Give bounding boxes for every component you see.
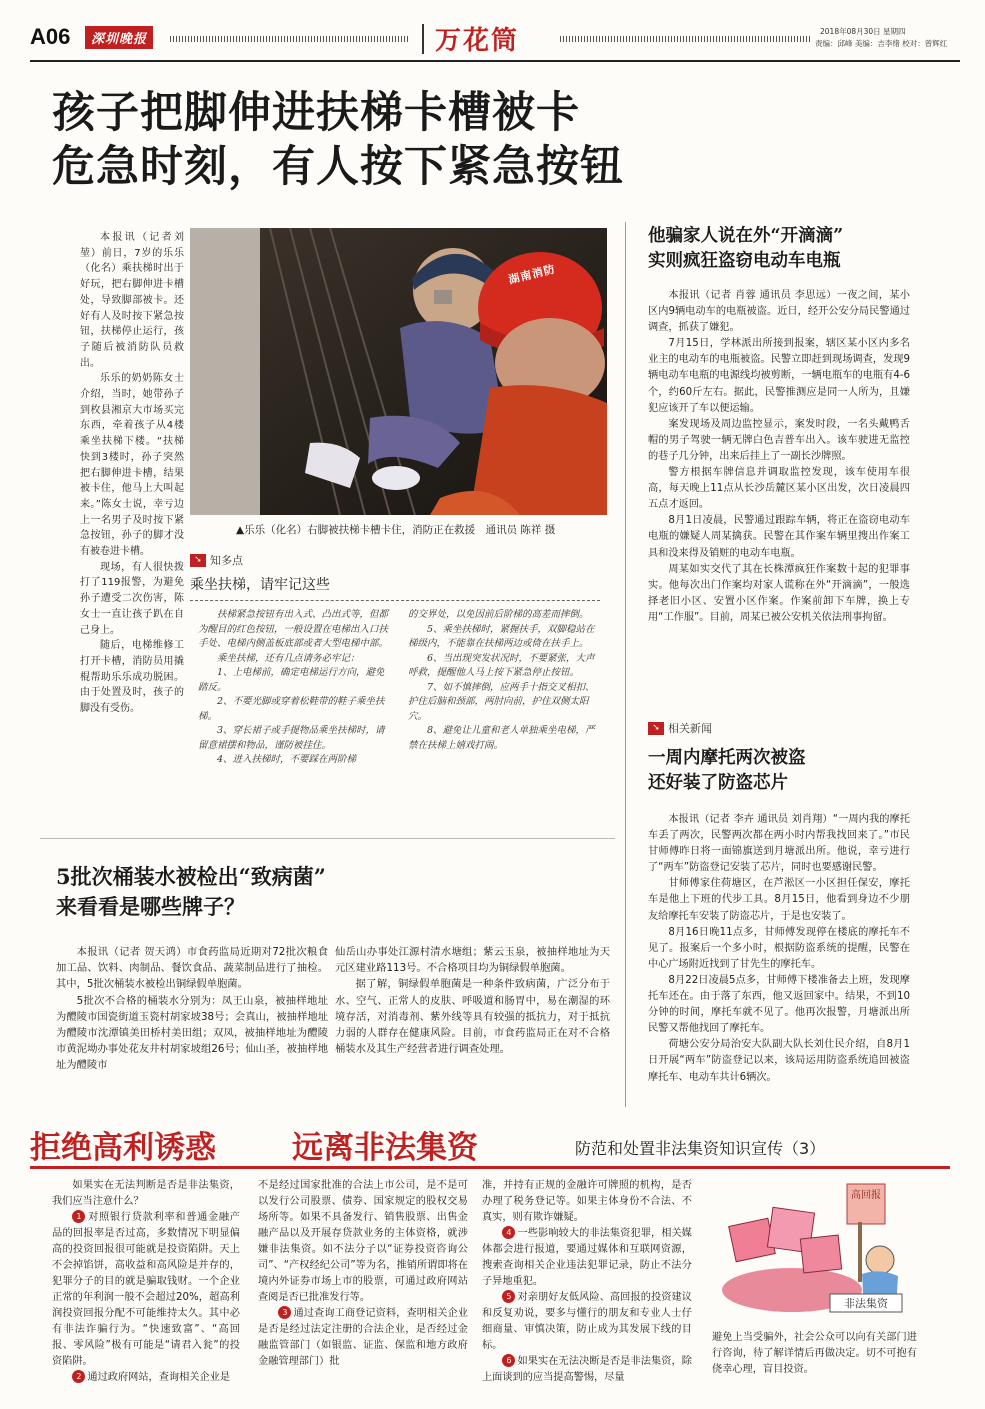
tip-separator	[190, 600, 600, 601]
theft-body	[648, 288, 910, 626]
point-number-badge: 6	[502, 1354, 515, 1367]
water-story-top-rule	[40, 838, 615, 839]
theft-headline-line1: 他骗家人说在外“开滴滴”	[648, 226, 844, 246]
finance-banner-slogan2: 远离非法集资	[292, 1130, 478, 1166]
finance-point: 避免上当受骗外，社会公众可以向有关部门进行咨询，待了解详情后再做决定。切不可抱有侥幸心理，盲目投资。	[712, 1332, 917, 1375]
moto-paragraph: 本报讯（记者 李卉 通讯员 刘肖翔）“一周内我的摩托车丢了两次，民警两次都在两小时内帮我找回来了。”市民甘师傅昨日将一面锦旗送到月塘派出所。他说，幸亏进行了“两车”防盗登记安装了芯片，同时也要感谢民警。	[648, 814, 910, 874]
finance-col4	[712, 1330, 917, 1378]
point-number-badge: 4	[502, 1226, 515, 1239]
main-story-paragraph: 现场，有人很快拨打了119报警，为避免孙子遭受二次伤害，陈女士一直让孩子趴在自己身上。	[80, 561, 184, 636]
finance-point: 6 如果实在无法决断是否是非法集资，除上面谈到的应当提高警惕，尽量	[482, 1356, 692, 1383]
tip-item: 4、进入扶梯时，不要踩在两阶梯	[217, 754, 357, 765]
moto-paragraph: 荷塘公安分局治安大队副大队长刘仕民介绍，自8月1日开展“两车”防盗登记以来，该局运用防盗系统追回被盗摩托车、电动车共计6辆次。	[648, 1039, 910, 1083]
tip-item: 3、穿长裙子或手提物品乘坐扶梯时，请留意裙摆和物品，谨防被挂住。	[198, 725, 385, 751]
header-divider	[422, 24, 424, 54]
theft-paragraph: 本报讯（记者 肖蓉 通讯员 李思远）一夜之间，某小区内9辆电动车的电瓶被盗。近日，经开公安分局民警通过调查，抓获了嫌犯。	[648, 290, 910, 334]
column-divider	[625, 222, 626, 1107]
related-news-tag	[648, 720, 712, 736]
finance-cartoon	[712, 1182, 917, 1322]
finance-point: 不是经过国家批准的合法上市公司，是不是可以发行公司股票、债券、国家规定的股权交易场所等。如果不具备发行、销售股票、出售金融产品以及开展存贷款业务的主体资格，就涉嫌非法集资。如不法分子以“证券投资咨询公司”、“产权经纪公司”等为名，推销所谓即将在境内外证券市场上市的股票，可通过政府网站查阅是否已批准发行等。	[258, 1180, 468, 1303]
tip-tag-label: 知多点	[210, 554, 243, 567]
finance-point: 3 通过查询工商登记资料，查明相关企业是否是经过法定注册的合法企业，是否经过金融监管部门（如银监、证监、保监和地方政府金融管理部门）批	[258, 1308, 468, 1367]
main-story-body	[80, 230, 184, 717]
theft-paragraph: 8月1日凌晨，民警通过跟踪车辆，将正在盗窃电动车电瓶的嫌疑人周某擒获。民警在其作案车辆里搜出作案工具和没来得及销赃的电动车电瓶。	[648, 515, 910, 559]
finance-banner	[30, 1120, 950, 1170]
tip-item: 乘坐扶梯，还有几点请务必牢记：	[217, 652, 360, 664]
finance-banner-subtitle: 防范和处置非法集资知识宣传（3）	[575, 1139, 826, 1158]
water-headline-line1: 5批次桶装水被检出“致病菌”	[56, 864, 326, 889]
finance-point: 4 一些影响较大的非法集资犯罪，相关媒体都会进行报道，要通过媒体和互联网资源，搜索查询相关企业违法犯罪记录，防止不法分子异地重犯。	[482, 1228, 692, 1287]
water-paragraph: 5批次不合格的桶装水分别为：凤王山泉，被抽样地址为醴陵市国瓷街道玉瓷村胡家坡38号；会真山，被抽样地址为醴陵市沈潭镇美田桥村美田组；双凤，被抽样地址为醴陵市黄泥坳办事处花友井村胡家坡组26号；仙山圣，被抽样地址为醴陵市	[56, 994, 328, 1072]
header-hatch-right	[560, 36, 810, 42]
finance-banner-slogan1: 拒绝高利诱惑	[30, 1130, 216, 1166]
water-col2	[335, 944, 610, 1057]
editor-credits: 责编：邱峰 美编：吉李绪 校对：曾辉红	[815, 39, 948, 48]
section-title: 万花筒	[435, 26, 520, 56]
finance-point: 准，并持有正规的金融许可牌照的机构，是否办理了税务登记等。如果主体身份不合法、不真实，则有欺诈嫌疑。	[482, 1180, 692, 1223]
main-story-paragraph: 随后，电梯维修工打开卡槽，消防员用撬棍帮助乐乐成功脱困。由于处置及时，孩子的脚没有受伤。	[80, 640, 184, 715]
photo-caption: ▲乐乐（化名）右脚被扶梯卡槽卡住，消防正在救援 通讯员 陈祥 摄	[236, 524, 556, 536]
page-number: A06	[30, 24, 71, 49]
tip-col1	[198, 608, 388, 768]
tip-item: 扶梯紧急按钮有出入式、凸出式等，但都为醒目的红色按钮，一般设置在电梯出入口扶手处、电梯内侧盖板底部或者大型电梯中部。	[198, 609, 389, 649]
point-number-badge: 5	[502, 1290, 515, 1303]
issue-date: 2018年08月30日 星期四	[820, 27, 906, 36]
tip-item: 2、不要光脚或穿着松鞋带的鞋子乘坐扶梯。	[198, 696, 385, 722]
related-news-label: 相关新闻	[668, 722, 712, 735]
cartoon-flag-text: 高回报	[851, 1190, 881, 1201]
finance-question: 如果实在无法判断是否是非法集资，我们应当注意什么？	[52, 1180, 240, 1207]
point-number-badge: 2	[72, 1370, 85, 1383]
tip-tag	[190, 552, 610, 568]
moto-paragraph: 甘师傅家住荷塘区，在芦淞区一小区担任保安，摩托车是他上下班的代步工具。8月15日，他看到身边不少朋友给摩托车安装了防盗芯片，于是也安装了。	[648, 878, 910, 922]
page-header	[30, 20, 960, 60]
main-headline-line1: 孩子把脚伸进扶梯卡槽被卡	[52, 88, 580, 138]
masthead: 深圳晚报	[85, 26, 153, 49]
water-headline	[56, 862, 596, 922]
moto-paragraph: 8月22日凌晨5点多，甘师傅下楼准备去上班，发现摩托车还在。由于落了东西，他又返回家中。结果，不到10分钟的时间，摩托车就不见了。他再次报警，月塘派出所民警又帮他找回了摩托车。	[648, 974, 910, 1035]
water-col1	[56, 944, 328, 1074]
rescue-photo	[190, 228, 607, 515]
tip-item: 5、乘坐扶梯时，紧握扶手，双脚稳站在梯级内，不能靠在扶梯两边或倚在扶手上。	[408, 623, 595, 649]
finance-col1	[52, 1178, 240, 1386]
arrow-tag-icon: ➘	[190, 554, 206, 567]
theft-headline	[648, 224, 938, 274]
tip-col2	[408, 608, 598, 753]
point-number-badge: 3	[278, 1306, 291, 1319]
water-paragraph: 仙岳山办事处江源村清水塘组；紫云玉泉，被抽样地址为天元区建业路113号。不合格项目均为铜绿假单胞菌。	[335, 946, 610, 975]
helmet-label: 湖南消防	[507, 262, 557, 287]
finance-point: 5 对亲朋好友低风险、高回报的投资建议和反复劝说，要多与懂行的朋友和专业人士仔细商量、审慎决策，防止成为其发展下线的目标。	[482, 1292, 692, 1351]
theft-headline-line2: 实则疯狂盗窃电动车电瓶	[648, 251, 841, 271]
finance-col3	[482, 1178, 692, 1386]
theft-paragraph: 7月15日，学林派出所接到报案，辖区某小区内多名业主的电动车的电瓶被盗。民警立即赶到现场调查，发现9辆电动车电瓶的电源线均被剪断，一辆电瓶车的电瓶有4-6个，约60斤左右。据此，民警推测应是同一人所为，且嫌犯应该开了车以便运输。	[648, 338, 910, 414]
main-headline	[52, 86, 672, 194]
finance-point: 1 对照银行贷款利率和普通金融产品的回报率是否过高，多数情况下明显偏高的投资回报很可能就是投资陷阱。天上不会掉馅饼，高收益和高风险是并存的，犯罪分子的目的就是骗取钱财。一个企业正常的年利润一般不会超过20%，超高利润投资回报分配不可能维持太久。其中必有非法诈骗行为。“快速致富”、“高回报、零风险”极有可能是“请君入瓮”的投资陷阱。	[52, 1212, 240, 1367]
moto-headline-line1: 一周内摩托两次被盗	[648, 748, 806, 768]
cartoon-sign-text: 非法集资	[844, 1297, 888, 1310]
tip-item: 1、上电梯前，确定电梯运行方向，避免踏反。	[198, 667, 385, 693]
water-headline-line2: 来看看是哪些牌子？	[56, 894, 245, 919]
moto-body	[648, 812, 910, 1086]
point-number-badge: 1	[72, 1210, 85, 1223]
theft-paragraph: 周某如实交代了其在长株潭疯狂作案数十起的犯罪事实。他每次出门作案均对家人谎称在外“开滴滴”，一般选择老旧小区、安置小区作案。作案前卸下车牌，换上专用“工作服”。目前，周某已被公安机关依法刑事拘留。	[648, 563, 910, 623]
theft-paragraph: 案发现场及周边监控显示，案发时段，一名头戴鸭舌帽的男子驾驶一辆无牌白色吉普车出入。该车驶进无监控的巷子几分钟，出来后挂上了一副长沙牌照。	[648, 418, 910, 462]
moto-headline	[648, 746, 938, 796]
tip-box	[190, 552, 610, 804]
header-rule	[30, 60, 960, 62]
tip-item: 8、避免让儿童和老人单独乘坐电梯，严禁在扶梯上嬉戏打闹。	[408, 725, 595, 751]
main-headline-line2: 危急时刻，有人按下紧急按钮	[52, 142, 624, 192]
finance-point: 2 通过政府网站，查询相关企业是	[52, 1370, 240, 1386]
finance-banner-rule	[30, 1166, 950, 1169]
moto-paragraph: 8月16日晚11点多，甘师傅发现停在楼底的摩托车不见了。报案后一个多小时，根据防盗系统的提醒，民警在中心广场附近找到了甘先生的摩托车。	[648, 926, 910, 970]
theft-paragraph: 警方根据车牌信息并调取监控发现，该车使用车很高，每天晚上11点从长沙岳麓区某小区出发，次日凌晨四五点才返回。	[648, 467, 910, 511]
finance-col2	[258, 1178, 468, 1370]
moto-headline-line2: 还好装了防盗芯片	[648, 773, 788, 793]
water-paragraph: 本报讯（记者 贺天鸿）市食药监局近期对72批次粮食加工品、饮料、肉制品、餐饮食品、蔬菜制品进行了抽检。其中，5批次桶装水被检出铜绿假单胞菌。	[56, 946, 328, 991]
tip-item: 7、如不慎摔倒，应两手十指交叉相扣、护住后脑和颈部，两肘向前，护住双侧太阳穴。	[408, 681, 595, 722]
water-paragraph: 据了解，铜绿假单胞菌是一种条件致病菌，广泛分布于水、空气、正常人的皮肤、呼吸道和肠胃中，易在潮湿的环境存活，对消毒剂、紫外线等具有较强的抵抗力，对于抵抗力弱的人群存在健康风险。目前，市食药监局正在对不合格桶装水及其生产经营者进行调查处理。	[335, 978, 610, 1056]
arrow-tag-icon: ➘	[648, 722, 664, 735]
main-story-paragraph: 本报讯（记者刘堃）前日，7岁的乐乐（化名）乘扶梯时出于好玩，把右脚伸进卡槽处，导致脚部被卡。还好有人及时按下紧急按钮，扶梯停止运行，孩子随后被消防队员救出。	[80, 232, 184, 369]
tip-item: 6、当出现突发状况时，不要紧张，大声呼救，提醒他人马上按下紧急停止按钮。	[408, 652, 595, 678]
header-hatch-left	[170, 36, 410, 42]
tip-title: 乘坐扶梯，请牢记这些	[190, 577, 330, 593]
main-story-paragraph: 乐乐的奶奶陈女士介绍，当时，她带孙子到枚县湘京大市场买完东西，牵着孩子从4楼乘坐扶梯下楼。“扶梯快到3楼时，孙子突然把右脚伸进卡槽，结果被卡住，他马上大叫起来。”陈女士说，幸亏边上一名男子及时按下紧急按钮，孙子的脚才没有被卷进卡槽。	[80, 373, 184, 558]
tip-item: 的交界处，以免因前后阶梯的高差而摔倒。	[408, 609, 589, 620]
